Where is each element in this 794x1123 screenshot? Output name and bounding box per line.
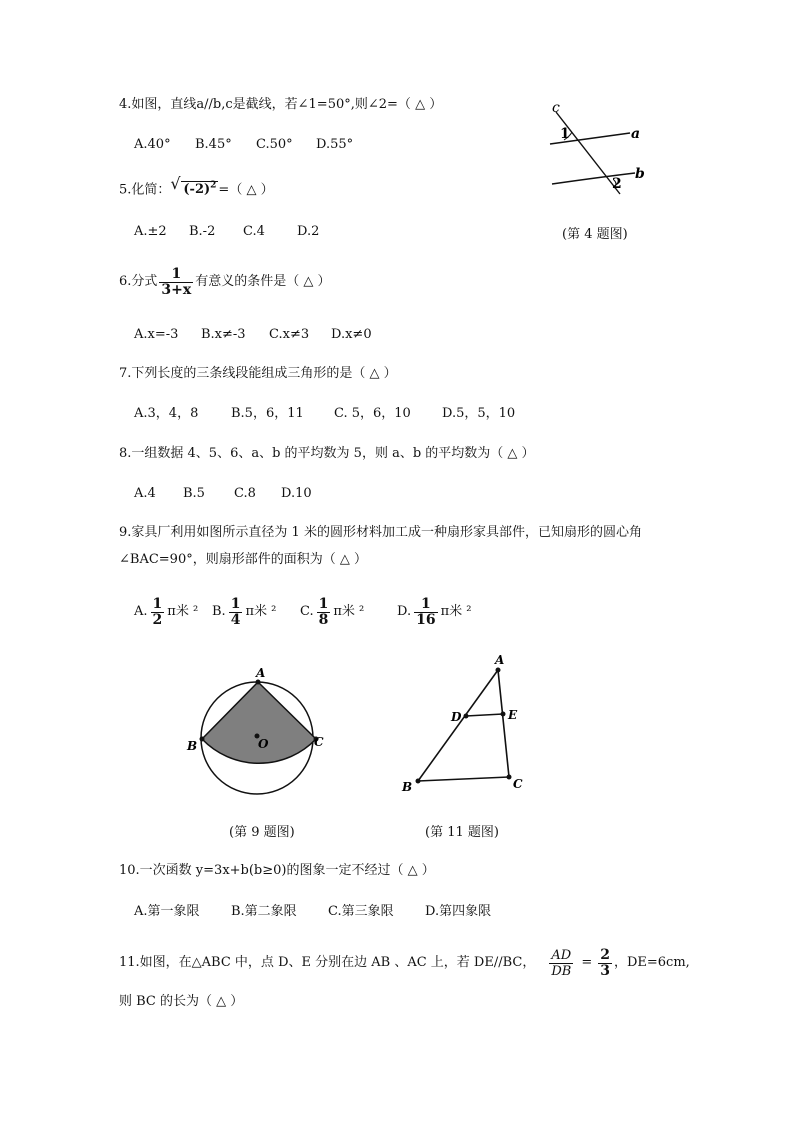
point-c [507, 775, 512, 780]
q10-option-a: A.第一象限 [134, 904, 200, 919]
q11-ratio-fraction [549, 948, 573, 979]
q11-ratio-den: DB [551, 963, 572, 979]
q6-option-a: A.x=-3 [134, 327, 179, 342]
q6-prefix: 6.分式 [119, 274, 158, 289]
q11-value-fraction [598, 948, 612, 979]
q5-stem [119, 174, 274, 199]
label-A: A [495, 653, 505, 667]
q9-option-d-letter: D. [397, 604, 412, 619]
q4-option-c: C.50° [256, 137, 293, 152]
point-a [496, 668, 501, 673]
label-O: O [258, 737, 269, 751]
point-d [464, 714, 469, 719]
q9-option-a-letter: A. [134, 604, 148, 619]
q10-option-c: C.第三象限 [328, 904, 394, 919]
q9-option-a-num: 1 [152, 595, 163, 612]
q6-option-b: B.x≠-3 [201, 327, 246, 342]
q11-suffix: ，DE=6cm, [613, 955, 690, 970]
q11-figure [395, 650, 535, 800]
point-e [501, 712, 506, 717]
q9-stem-line2: ∠BAC=90°，则扇形部件的面积为（ △ ） [119, 552, 367, 567]
q8-option-a: A.4 [134, 486, 156, 501]
q5-sqrt [170, 174, 218, 199]
label-b: b [635, 166, 645, 182]
q6-stem [119, 264, 331, 300]
q9-option-b-letter: B. [212, 604, 226, 619]
label-D: D [451, 710, 462, 724]
point-b [416, 779, 421, 784]
q9-option-c-num: 1 [318, 595, 329, 612]
q9-option-a [134, 592, 198, 632]
q4-figure-caption: (第 4 题图) [562, 227, 628, 242]
label-C: C [513, 777, 523, 791]
q9-option-d-num: 1 [420, 595, 431, 612]
q7-option-b: B.5，6，11 [231, 406, 304, 421]
q11-stem [119, 943, 690, 983]
q9-option-d-fraction [414, 597, 437, 628]
q5-option-a: A.±2 [134, 224, 167, 239]
q10-option-d: D.第四象限 [425, 904, 492, 919]
q9-option-a-fraction [151, 597, 165, 628]
label-B: B [402, 780, 413, 794]
q9-option-c-unit: π米 ² [333, 604, 365, 619]
q9-option-b-num: 1 [230, 595, 241, 612]
q8-option-b: B.5 [183, 486, 205, 501]
label-a: a [631, 126, 641, 142]
q11-prefix: 11.如图，在△ABC 中，点 D、E 分别在边 AB 、AC 上，若 DE//BC， [119, 955, 536, 970]
side-ab [418, 670, 498, 781]
q9-option-c-den: 8 [318, 611, 329, 628]
q6-fraction [159, 267, 193, 298]
label-angle2: 2 [612, 176, 622, 192]
q6-suffix: 有意义的条件是（ △ ） [195, 274, 331, 289]
q7-stem: 7.下列长度的三条线段能组成三角形的是（ △ ） [119, 366, 397, 381]
q9-option-d [397, 592, 471, 632]
q9-option-d-den: 16 [416, 611, 436, 628]
label-E: E [508, 708, 518, 722]
q5-prefix: 5.化简： [119, 182, 171, 198]
q8-option-d: D.10 [281, 486, 312, 501]
segment-de [466, 714, 503, 716]
q9-option-c [300, 592, 364, 632]
point-a [256, 680, 261, 685]
sector [202, 682, 316, 763]
q9-stem-line1: 9.家具厂利用如图所示直径为 1 米的圆形材料加工成一种扇形家具部件，已知扇形的圆心角 [119, 525, 642, 540]
q8-option-c: C.8 [234, 486, 256, 501]
q7-option-c: C. 5，6，10 [334, 406, 411, 421]
label-C: C [314, 735, 324, 749]
q11-line2: 则 BC 的长为（ △ ） [119, 994, 244, 1009]
q11-value-num: 2 [600, 946, 610, 963]
radical-sign: √ [170, 174, 181, 193]
q9-figure-caption: (第 9 题图) [229, 825, 295, 840]
q9-option-c-letter: C. [300, 604, 314, 619]
q4-stem: 4.如图，直线a//b,c是截线，若∠1=50°,则∠2=（ △ ） [119, 97, 443, 112]
label-B: B [187, 739, 198, 753]
q5-radicand: (-2) [183, 182, 211, 198]
q9-option-b [212, 592, 276, 632]
q9-option-b-unit: π米 ² [245, 604, 277, 619]
q9-option-d-unit: π米 ² [440, 604, 472, 619]
q6-option-c: C.x≠3 [269, 327, 310, 342]
q9-option-a-den: 2 [152, 611, 163, 628]
q4-option-b: B.45° [195, 137, 232, 152]
q9-option-b-den: 4 [230, 611, 241, 628]
q5-option-b: B.-2 [189, 224, 216, 239]
side-bc [418, 777, 509, 781]
label-angle1: 1 [560, 126, 570, 142]
q11-equals: = [581, 955, 593, 970]
q11-figure-caption: (第 11 题图) [425, 825, 499, 840]
q10-stem: 10.一次函数 y=3x+b(b≥0)的图象一定不经过（ △ ） [119, 863, 435, 878]
q6-option-d: D.x≠0 [331, 327, 372, 342]
q6-numerator: 1 [171, 265, 182, 282]
label-A: A [256, 666, 266, 680]
q9-option-c-fraction [317, 597, 331, 628]
q5-option-c: C.4 [243, 224, 265, 239]
q6-denominator: 3+x [161, 281, 192, 298]
q4-option-a: A.40° [134, 137, 171, 152]
q9-option-a-unit: π米 ² [167, 604, 199, 619]
q4-option-d: D.55° [316, 137, 354, 152]
q11-value-den: 3 [600, 962, 610, 979]
q10-option-b: B.第二象限 [231, 904, 297, 919]
line-b [552, 173, 635, 184]
point-b [200, 737, 205, 742]
q8-stem: 8.一组数据 4、5、6、a、b 的平均数为 5，则 a、b 的平均数为（ △ ） [119, 446, 535, 461]
q9-option-b-fraction [229, 597, 243, 628]
label-c: c [552, 100, 560, 116]
q11-ratio-num: AD [551, 947, 572, 963]
q5-suffix: =（ △ ） [218, 182, 274, 198]
side-ac [498, 670, 509, 777]
q7-option-d: D.5，5，10 [442, 406, 516, 421]
q5-option-d: D.2 [297, 224, 320, 239]
q4-figure [540, 96, 650, 196]
q5-exponent: 2 [210, 181, 217, 191]
q7-option-a: A.3，4，8 [134, 406, 199, 421]
q9-figure [180, 655, 340, 815]
